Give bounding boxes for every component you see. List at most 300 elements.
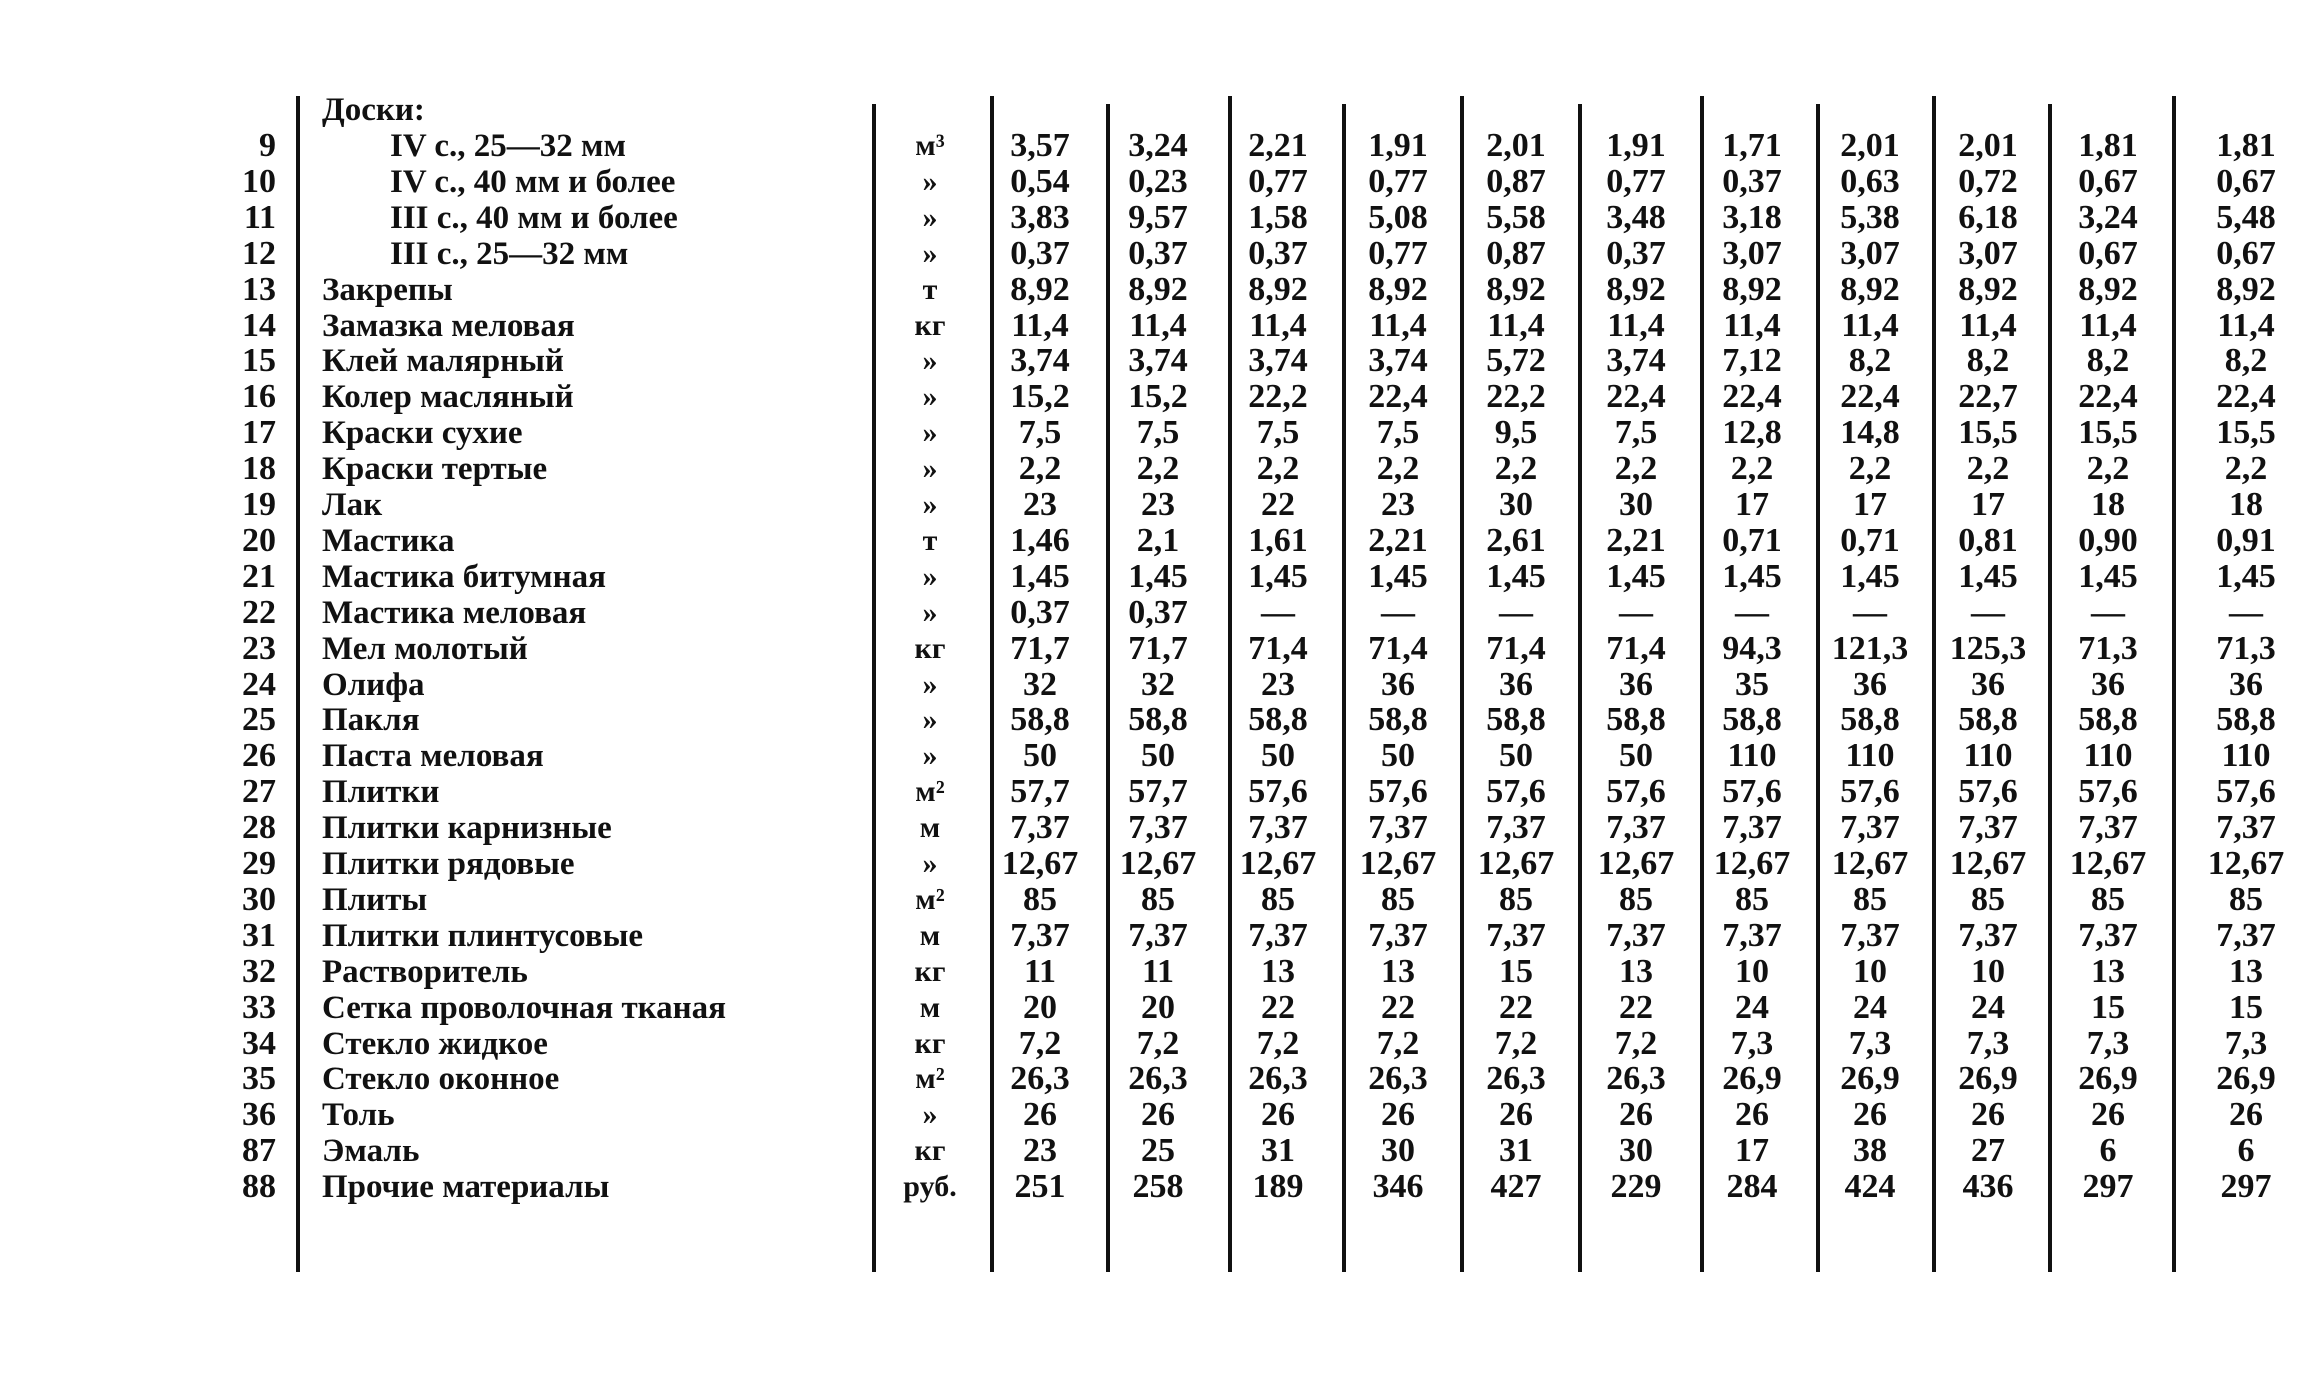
row-number: 87 (242, 1132, 276, 1170)
value-cell-col-7: 17 (1735, 486, 1769, 523)
value-cell-col-9: 17 (1971, 486, 2005, 523)
value-cell-col-8: 121,3 (1831, 629, 1909, 667)
row-number: 9 (259, 127, 276, 164)
value-cell-col-2: 50 (1141, 737, 1175, 775)
material-name: IV с., 25—32 мм (390, 128, 626, 164)
row-number: 15 (242, 342, 276, 380)
value-cell-col-4: 2,2 (1376, 450, 1420, 488)
value-cell-col-7: 12,67 (1713, 845, 1791, 882)
value-cell-col-11: 8,2 (2224, 342, 2268, 380)
value-cell-col-7: — (1735, 593, 1769, 631)
table-row (0, 308, 2298, 344)
value-cell-col-1: 20 (1023, 988, 1057, 1026)
value-cell-col-8: 7,37 (1840, 809, 1900, 847)
value-cell-col-3: 31 (1261, 1132, 1295, 1170)
unit-of-measure: » (922, 488, 938, 521)
value-cell-col-2: 15,2 (1128, 378, 1188, 416)
material-name: Паста меловая (322, 738, 544, 775)
value-cell-col-6: 7,37 (1606, 916, 1666, 954)
value-cell-col-5: 7,37 (1486, 916, 1546, 954)
value-cell-col-10: 3,24 (2078, 198, 2138, 236)
value-cell-col-1: 7,37 (1010, 809, 1070, 847)
row-number: 30 (242, 880, 276, 918)
value-cell-col-1: 0,54 (1010, 162, 1070, 200)
material-name: Мастика битумная (322, 558, 606, 595)
value-cell-col-2: 85 (1141, 880, 1175, 918)
value-cell-col-11: 57,6 (2216, 773, 2276, 811)
value-cell-col-4: 7,2 (1376, 1024, 1420, 1062)
material-name: Краски тертые (322, 451, 548, 488)
row-number: 16 (242, 378, 276, 416)
value-cell-col-11: 7,37 (2216, 809, 2276, 847)
unit-of-measure: кг (914, 954, 946, 988)
table-row (0, 1026, 2298, 1062)
value-cell-col-1: 0,37 (1010, 234, 1070, 272)
value-cell-col-5: 71,4 (1486, 629, 1546, 667)
value-cell-col-6: 57,6 (1606, 773, 1666, 811)
value-cell-col-4: 13 (1381, 952, 1415, 990)
value-cell-col-8: 7,3 (1848, 1024, 1892, 1062)
row-number: 33 (242, 988, 276, 1026)
value-cell-col-4: 26 (1381, 1096, 1415, 1134)
value-cell-col-10: 297 (2082, 1168, 2134, 1206)
value-cell-col-9: 12,67 (1949, 845, 2027, 882)
value-cell-col-3: 58,8 (1248, 701, 1308, 739)
value-cell-col-1: 11 (1023, 952, 1057, 990)
value-cell-col-4: 0,77 (1368, 162, 1428, 200)
value-cell-col-11: 26 (2229, 1096, 2263, 1134)
value-cell-col-4: — (1381, 593, 1415, 631)
value-cell-col-7: 284 (1726, 1168, 1778, 1206)
value-cell-col-3: 8,92 (1248, 270, 1308, 308)
value-cell-col-10: 85 (2091, 880, 2125, 918)
value-cell-col-9: 27 (1971, 1132, 2005, 1170)
value-cell-col-2: 25 (1141, 1132, 1175, 1170)
value-cell-col-4: 0,77 (1368, 234, 1428, 272)
value-cell-col-5: 36 (1499, 665, 1533, 703)
value-cell-col-8: 11,4 (1841, 306, 1899, 344)
value-cell-col-9: 0,72 (1958, 162, 2018, 200)
value-cell-col-4: 346 (1372, 1168, 1424, 1206)
value-cell-col-2: 9,57 (1128, 198, 1188, 236)
value-cell-col-2: 2,2 (1136, 450, 1180, 488)
value-cell-col-11: 0,91 (2216, 521, 2276, 559)
row-number: 21 (242, 557, 276, 595)
table-row (0, 1133, 2298, 1169)
value-cell-col-11: 8,92 (2216, 270, 2276, 308)
value-cell-col-10: 11,4 (2079, 306, 2137, 344)
row-number: 20 (242, 521, 276, 559)
value-cell-col-3: 1,58 (1248, 198, 1308, 236)
material-name: Мел молотый (322, 630, 528, 667)
row-number: 27 (242, 773, 276, 811)
value-cell-col-1: 32 (1023, 665, 1057, 703)
value-cell-col-10: 6 (2099, 1132, 2117, 1170)
row-number: 23 (242, 629, 276, 667)
value-cell-col-3: 22 (1261, 988, 1295, 1026)
value-cell-col-5: 8,92 (1486, 270, 1546, 308)
value-cell-col-10: 8,2 (2086, 342, 2130, 380)
value-cell-col-11: 2,2 (2224, 450, 2268, 488)
row-number: 34 (242, 1024, 276, 1062)
table-row (0, 164, 2298, 200)
row-number: 29 (242, 845, 276, 882)
value-cell-col-4: 26,3 (1368, 1060, 1428, 1098)
value-cell-col-3: 0,77 (1248, 162, 1308, 200)
value-cell-col-5: 12,67 (1477, 845, 1555, 882)
material-name: Плиты (322, 881, 428, 918)
row-number: 35 (242, 1060, 276, 1098)
value-cell-col-2: 8,92 (1128, 270, 1188, 308)
value-cell-col-5: 0,87 (1486, 162, 1546, 200)
value-cell-col-11: 297 (2220, 1168, 2272, 1206)
table-row (0, 1061, 2298, 1097)
value-cell-col-7: 3,07 (1722, 234, 1782, 272)
value-cell-col-10: 22,4 (2078, 378, 2138, 416)
value-cell-col-3: 12,67 (1239, 845, 1317, 882)
value-cell-col-3: 57,6 (1248, 773, 1308, 811)
value-cell-col-8: 57,6 (1840, 773, 1900, 811)
value-cell-col-1: 2,2 (1018, 450, 1062, 488)
unit-of-measure: кг (914, 631, 946, 665)
unit-of-measure: » (922, 416, 938, 450)
unit-of-measure: кг (914, 1026, 946, 1060)
unit-of-measure: кг (914, 308, 946, 342)
value-cell-col-5: 30 (1499, 486, 1533, 523)
value-cell-col-4: 12,67 (1359, 845, 1437, 882)
row-number: 88 (242, 1168, 276, 1206)
value-cell-col-9: 8,92 (1958, 270, 2018, 308)
value-cell-col-5: 9,5 (1494, 414, 1538, 452)
value-cell-col-4: 71,4 (1368, 629, 1428, 667)
value-cell-col-4: 30 (1381, 1132, 1415, 1170)
value-cell-col-9: 7,3 (1966, 1024, 2010, 1062)
unit-of-measure: м² (915, 775, 945, 809)
value-cell-col-7: 12,8 (1722, 414, 1782, 452)
row-number: 17 (242, 414, 276, 452)
unit-of-measure: м³ (915, 129, 945, 162)
value-cell-col-11: 7,3 (2224, 1024, 2268, 1062)
value-cell-col-3: 71,4 (1248, 629, 1308, 667)
value-cell-col-4: 8,92 (1368, 270, 1428, 308)
row-number: 11 (243, 198, 276, 236)
value-cell-col-5: 31 (1499, 1132, 1533, 1170)
row-number: 10 (242, 162, 276, 200)
value-cell-col-3: 0,37 (1248, 234, 1308, 272)
value-cell-col-6: 11,4 (1607, 306, 1665, 344)
value-cell-col-6: 36 (1619, 665, 1653, 703)
material-name: Стекло оконное (322, 1061, 560, 1098)
value-cell-col-10: 36 (2091, 665, 2125, 703)
value-cell-col-11: 110 (2221, 737, 2271, 775)
value-cell-col-3: 13 (1261, 952, 1295, 990)
value-cell-col-4: 23 (1381, 486, 1415, 523)
value-cell-col-6: 22,4 (1606, 378, 1666, 416)
value-cell-col-8: 110 (1845, 737, 1895, 775)
row-number: 26 (242, 737, 276, 775)
row-number: 32 (242, 952, 276, 990)
value-cell-col-1: 251 (1014, 1168, 1066, 1206)
value-cell-col-2: 3,24 (1128, 127, 1188, 164)
table-row (0, 954, 2298, 990)
table-row (0, 343, 2298, 379)
value-cell-col-2: 57,7 (1128, 773, 1188, 811)
value-cell-col-2: 32 (1141, 665, 1175, 703)
value-cell-col-10: 26 (2091, 1096, 2125, 1134)
value-cell-col-1: 71,7 (1010, 629, 1070, 667)
unit-of-measure: » (922, 344, 938, 378)
value-cell-col-4: 1,91 (1368, 127, 1428, 164)
unit-of-measure: м (919, 990, 941, 1024)
value-cell-col-8: 5,38 (1840, 198, 1900, 236)
row-number: 19 (242, 486, 276, 523)
value-cell-col-4: 3,74 (1368, 342, 1428, 380)
unit-of-measure: » (922, 739, 938, 773)
value-cell-col-6: 3,74 (1606, 342, 1666, 380)
value-cell-col-5: — (1499, 593, 1533, 631)
value-cell-col-7: 58,8 (1722, 701, 1782, 739)
value-cell-col-8: 8,2 (1848, 342, 1892, 380)
unit-of-measure: м (919, 918, 941, 952)
value-cell-col-5: 2,2 (1494, 450, 1538, 488)
value-cell-col-10: — (2091, 593, 2125, 631)
table-row (0, 487, 2298, 523)
value-cell-col-11: 58,8 (2216, 701, 2276, 739)
value-cell-col-7: 0,71 (1722, 521, 1782, 559)
value-cell-col-2: 11 (1141, 952, 1175, 990)
value-cell-col-2: 7,37 (1128, 809, 1188, 847)
value-cell-col-2: 0,37 (1128, 234, 1188, 272)
value-cell-col-1: 50 (1023, 737, 1057, 775)
value-cell-col-3: 7,37 (1248, 809, 1308, 847)
table-row (0, 236, 2298, 272)
value-cell-col-11: 5,48 (2216, 198, 2276, 236)
row-number: 36 (242, 1096, 276, 1134)
value-cell-col-10: 7,3 (2086, 1024, 2130, 1062)
unit-of-measure: » (922, 452, 938, 486)
value-cell-col-3: 189 (1252, 1168, 1304, 1206)
value-cell-col-8: 8,92 (1840, 270, 1900, 308)
value-cell-col-5: 85 (1499, 880, 1533, 918)
row-number: 18 (242, 450, 276, 488)
value-cell-col-3: 2,2 (1256, 450, 1300, 488)
value-cell-col-9: 24 (1971, 988, 2005, 1026)
value-cell-col-4: 5,08 (1368, 198, 1428, 236)
value-cell-col-9: 7,37 (1958, 916, 2018, 954)
value-cell-col-4: 11,4 (1369, 306, 1427, 344)
value-cell-col-6: 58,8 (1606, 701, 1666, 739)
table-row (0, 1169, 2298, 1205)
value-cell-col-10: 57,6 (2078, 773, 2138, 811)
value-cell-col-1: 3,57 (1010, 127, 1070, 164)
value-cell-col-11: 18 (2229, 486, 2263, 523)
unit-of-measure: » (922, 595, 938, 629)
row-number: 31 (242, 916, 276, 954)
value-cell-col-3: 1,61 (1248, 521, 1308, 559)
value-cell-col-10: 7,37 (2078, 809, 2138, 847)
value-cell-col-8: 0,71 (1840, 521, 1900, 559)
value-cell-col-7: 1,45 (1722, 557, 1782, 595)
table-row (0, 846, 2298, 882)
value-cell-col-1: 3,83 (1010, 198, 1070, 236)
value-cell-col-10: 71,3 (2078, 629, 2138, 667)
value-cell-col-10: 1,45 (2078, 557, 2138, 595)
value-cell-col-7: 8,92 (1722, 270, 1782, 308)
value-cell-col-2: 258 (1132, 1168, 1184, 1206)
value-cell-col-6: 8,92 (1606, 270, 1666, 308)
unit-of-measure: руб. (903, 1170, 957, 1204)
value-cell-col-6: — (1619, 593, 1653, 631)
unit-of-measure: » (922, 703, 938, 737)
value-cell-col-9: 110 (1963, 737, 2013, 775)
value-cell-col-1: 58,8 (1010, 701, 1070, 739)
unit-of-measure: » (922, 164, 938, 198)
value-cell-col-11: 7,37 (2216, 916, 2276, 954)
value-cell-col-11: 85 (2229, 880, 2263, 918)
value-cell-col-3: — (1261, 593, 1295, 631)
value-cell-col-9: 0,81 (1958, 521, 2018, 559)
material-name: III с., 25—32 мм (390, 235, 629, 272)
value-cell-col-6: 12,67 (1597, 845, 1675, 882)
value-cell-col-3: 7,2 (1256, 1024, 1300, 1062)
value-cell-col-2: 0,23 (1128, 162, 1188, 200)
value-cell-col-5: 26 (1499, 1096, 1533, 1134)
value-cell-col-9: 2,01 (1958, 127, 2018, 164)
value-cell-col-1: 1,46 (1010, 521, 1070, 559)
value-cell-col-1: 12,67 (1001, 845, 1079, 882)
material-name: Закрепы (322, 271, 453, 308)
value-cell-col-6: 0,37 (1606, 234, 1666, 272)
value-cell-col-4: 22 (1381, 988, 1415, 1026)
value-cell-col-1: 8,92 (1010, 270, 1070, 308)
value-cell-col-7: 57,6 (1722, 773, 1782, 811)
value-cell-col-9: 125,3 (1949, 629, 2027, 667)
value-cell-col-9: 3,07 (1958, 234, 2018, 272)
row-number: 13 (242, 270, 276, 308)
value-cell-col-7: 24 (1735, 988, 1769, 1026)
value-cell-col-2: 1,45 (1128, 557, 1188, 595)
material-name: Мастика (322, 522, 455, 559)
value-cell-col-2: 11,4 (1129, 306, 1187, 344)
material-name: Толь (322, 1097, 395, 1134)
unit-of-measure: » (922, 380, 938, 414)
value-cell-col-5: 7,37 (1486, 809, 1546, 847)
value-cell-col-7: 1,71 (1722, 127, 1782, 164)
value-cell-col-6: 1,91 (1606, 127, 1666, 164)
value-cell-col-11: 0,67 (2216, 162, 2276, 200)
value-cell-col-9: 10 (1971, 952, 2005, 990)
value-cell-col-8: 1,45 (1840, 557, 1900, 595)
table-row (0, 774, 2298, 810)
value-cell-col-6: 7,5 (1614, 414, 1658, 452)
table-row (0, 667, 2298, 703)
value-cell-col-4: 7,37 (1368, 809, 1428, 847)
value-cell-col-3: 1,45 (1248, 557, 1308, 595)
table-row (0, 810, 2298, 846)
value-cell-col-4: 57,6 (1368, 773, 1428, 811)
value-cell-col-3: 2,21 (1248, 127, 1308, 164)
material-name: Лак (322, 487, 383, 523)
value-cell-col-11: 13 (2229, 952, 2263, 990)
value-cell-col-10: 58,8 (2078, 701, 2138, 739)
value-cell-col-1: 23 (1023, 486, 1057, 523)
value-cell-col-10: 8,92 (2078, 270, 2138, 308)
value-cell-col-2: 3,74 (1128, 342, 1188, 380)
value-cell-col-3: 7,37 (1248, 916, 1308, 954)
value-cell-col-8: 17 (1853, 486, 1887, 523)
value-cell-col-10: 12,67 (2069, 845, 2147, 882)
value-cell-col-8: 3,07 (1840, 234, 1900, 272)
value-cell-col-5: 427 (1490, 1168, 1542, 1206)
table-section-header (0, 92, 2298, 128)
value-cell-col-8: — (1853, 593, 1887, 631)
value-cell-col-11: 11,4 (2217, 306, 2275, 344)
value-cell-col-10: 2,2 (2086, 450, 2130, 488)
value-cell-col-7: 7,12 (1722, 342, 1782, 380)
value-cell-col-5: 2,61 (1486, 521, 1546, 559)
value-cell-col-3: 22 (1261, 486, 1295, 523)
unit-of-measure: м² (915, 1062, 945, 1096)
value-cell-col-8: 36 (1853, 665, 1887, 703)
value-cell-col-2: 26,3 (1128, 1060, 1188, 1098)
value-cell-col-1: 7,37 (1010, 916, 1070, 954)
value-cell-col-9: 2,2 (1966, 450, 2010, 488)
value-cell-col-2: 12,67 (1119, 845, 1197, 882)
table-row (0, 738, 2298, 774)
value-cell-col-11: 1,45 (2216, 557, 2276, 595)
value-cell-col-3: 85 (1261, 880, 1295, 918)
value-cell-col-1: 85 (1023, 880, 1057, 918)
material-name: Плитки (322, 774, 440, 811)
value-cell-col-8: 10 (1853, 952, 1887, 990)
table-row (0, 559, 2298, 595)
value-cell-col-10: 110 (2083, 737, 2133, 775)
value-cell-col-5: 7,2 (1494, 1024, 1538, 1062)
value-cell-col-2: 26 (1141, 1096, 1175, 1134)
value-cell-col-4: 1,45 (1368, 557, 1428, 595)
value-cell-col-3: 11,4 (1249, 306, 1307, 344)
material-name: Клей малярный (322, 343, 564, 380)
value-cell-col-11: 0,67 (2216, 234, 2276, 272)
value-cell-col-6: 30 (1619, 1132, 1653, 1170)
value-cell-col-4: 22,4 (1368, 378, 1428, 416)
value-cell-col-9: 436 (1962, 1168, 2014, 1206)
table-row (0, 379, 2298, 415)
material-name: Эмаль (322, 1133, 420, 1170)
table-row (0, 451, 2298, 487)
value-cell-col-9: 36 (1971, 665, 2005, 703)
value-cell-col-1: 26,3 (1010, 1060, 1070, 1098)
material-name: Замазка меловая (322, 307, 575, 344)
material-name: Мастика меловая (322, 594, 587, 631)
value-cell-col-7: 0,37 (1722, 162, 1782, 200)
unit-of-measure: » (922, 1098, 938, 1132)
value-cell-col-8: 12,67 (1831, 845, 1909, 882)
value-cell-col-11: 12,67 (2207, 845, 2285, 882)
value-cell-col-7: 7,37 (1722, 809, 1782, 847)
value-cell-col-6: 26,3 (1606, 1060, 1666, 1098)
value-cell-col-1: 1,45 (1010, 557, 1070, 595)
material-name: Стекло жидкое (322, 1025, 548, 1062)
unit-of-measure: м (919, 811, 941, 845)
value-cell-col-2: 7,5 (1136, 414, 1180, 452)
value-cell-col-6: 30 (1619, 486, 1653, 523)
material-name: Плитки плинтусовые (322, 917, 644, 954)
value-cell-col-10: 0,67 (2078, 234, 2138, 272)
value-cell-col-6: 85 (1619, 880, 1653, 918)
value-cell-col-7: 10 (1735, 952, 1769, 990)
unit-of-measure: » (922, 667, 938, 701)
